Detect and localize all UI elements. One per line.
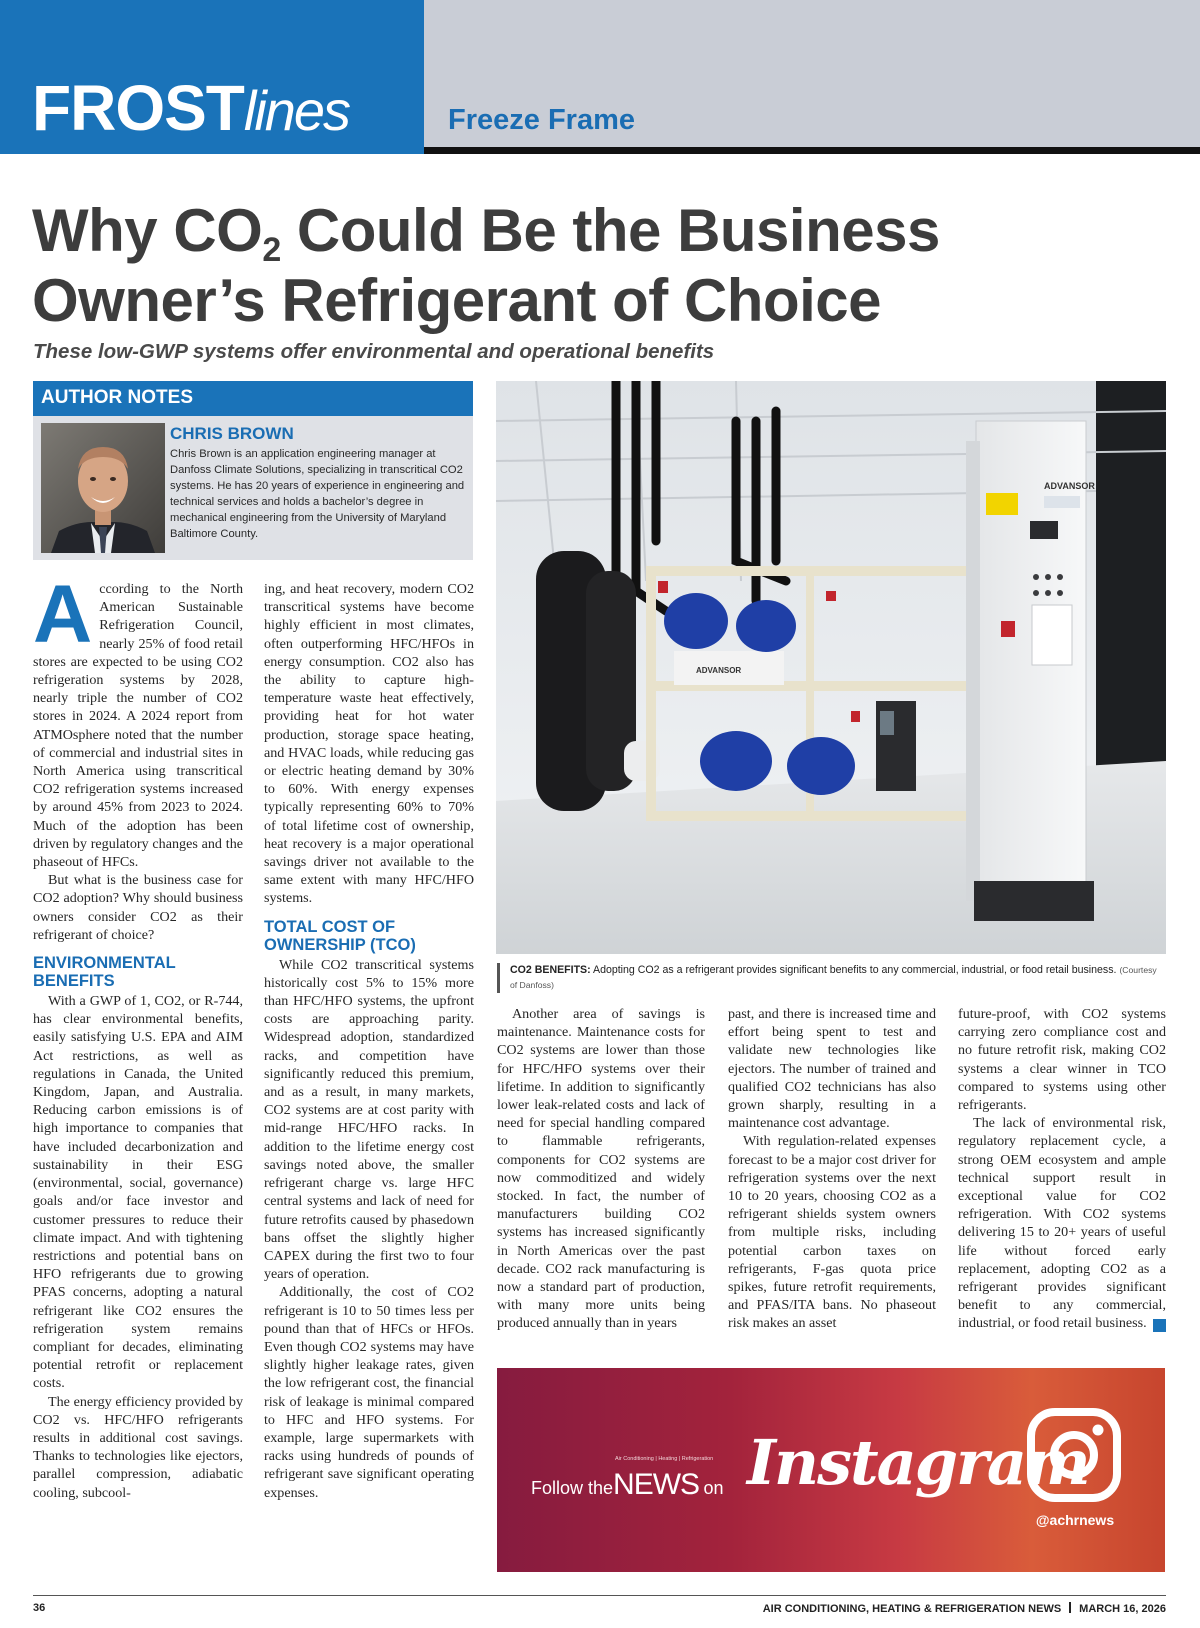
article-column-4 [728, 1005, 936, 1333]
cabinet-brand-label: ADVANSOR [1044, 481, 1095, 491]
footer-publication: AIR CONDITIONING, HEATING & REFRIGERATION NEWS MARCH 16, 2026 [762, 1603, 1166, 1615]
instagram-handle[interactable]: @achrnews [1035, 1512, 1115, 1528]
subscript-2: 2 [262, 231, 281, 269]
article-paragraph: But what is the business case for CO2 adoption? Why should business owners consider CO2 as their refrigerant of choice? [33, 872, 243, 943]
article-column-1 [33, 569, 243, 1502]
author-notes-box [33, 381, 473, 560]
article-paragraph: The lack of environmental risk, regulatory replacement cycle, a strong OEM ecosystem and ample technical support result in exceptional value for CO2 refrigeration. With CO2 systems delivering 15 to 20+ years of useful life without forced early replacement, adopting CO2 as a refrigerant provides significant benefit to any commercial, industrial, or food retail business. N [958, 1115, 1175, 1332]
author-headshot [41, 423, 165, 553]
article-paragraph: Additionally, the cost of CO2 refrigerant is 10 to 50 times less per pound than that of HFCs or HFOs. Even though CO2 systems may have slightly higher leakage rates, given the low refrigerant cost, the financial risk of leakage is minimal compared to HFC and HFO systems. For example, large supermarkets with racks using hundreds of pounds of refrigerant save significant operating expenses. [264, 1284, 474, 1501]
logo-light: lines [243, 79, 350, 142]
issue-date: MARCH 16, 2026 [1079, 1603, 1166, 1615]
subheadline: These low-GWP systems offer environmental and operational benefits [33, 340, 715, 363]
instagram-ad[interactable] [497, 1368, 1165, 1572]
ad-tagline: Air Conditioning | Heating | Refrigeration [615, 1456, 714, 1462]
photo-credit: (Courtesy of Danfoss) [510, 965, 1157, 990]
subhead-environmental-benefits: ENVIRONMENTAL BENEFITS [33, 954, 176, 991]
article-paragraph: past, and there is increased time and effort being spent to test and validate new technologies like ejectors. The number of trained and qualified CO2 technicians has also grown sharply, resulting in a maintenance cost advantage. [728, 1006, 936, 1132]
section-title: Freeze Frame [448, 104, 635, 136]
page-number: 36 [33, 1602, 46, 1614]
article-column-3 [497, 1005, 705, 1333]
headline: Why $CO_2$ Could Be the Business Owner’s Refrigerant of Choice [32, 197, 940, 334]
article-paragraph: future-proof, with CO2 systems carrying zero compliance cost and no future retrofit risk, making CO2 systems a clear winner in TCO compared to systems using other refrigerants. [958, 1006, 1166, 1114]
author-bio: Chris Brown is an application engineering manager at Danfoss Climate Solutions, specializing in transcritical CO2 systems. He has 20 years of experience in engineering and technical services and holds a bachelor’s degree in mechanical engineering from the University of Maryland Baltimore County. [170, 448, 465, 541]
subhead-total-cost-of-ownership: TOTAL COST OF OWNERSHIP (TCO) [264, 917, 416, 954]
co2-rack-photo [496, 381, 1166, 954]
article-column-2 [264, 580, 474, 1502]
article-paragraph: ing, and heat recovery, modern CO2 transcritical systems have become highly efficient in most climates, often outperforming HFC/HFOs in energy consumption. CO2 also has the ability to capture high-temperature waste heat effectively, providing heat for hot water production, storage space heating, and HVAC loads, while reducing gas or electric heating demand by 30% to 60%. With energy expenses typically representing 60% to 70% of total lifetime cost of ownership, heat recovery is a major operational savings driver not available to the same extent with many HFC/HFO systems. [264, 581, 474, 907]
article-column-5 [958, 1005, 1175, 1333]
news-wordmark: NEWS [613, 1468, 700, 1501]
article-paragraph: With a GWP of 1, CO2, or R-744, has clear environmental benefits, easily satisfying U.S. EPA and AIM Act restrictions, as well as regulations in Canada, the United Kingdom, Japan, and Australia. Reducing carbon emissions is of high importance to companies that have included decarbonization and sustainability in their ESG (environmental, social, governance) goals and/or face investor and customer pressures to reduce their climate impact. And with tightening restrictions and potential bans on HFO refrigerants due to growing PFAS concerns, adopting a natural refrigerant like CO2 ensures the refrigeration system remains compliant for decades, eliminating potential retrofit or replacement costs. [33, 993, 243, 1392]
footer-separator [1069, 1602, 1071, 1613]
instagram-wordmark: Instagram [747, 1426, 1089, 1499]
ad-follow-text: Follow theNEWS on [531, 1468, 724, 1501]
article-paragraph: With regulation-related expenses forecast to be a major cost driver for refrigeration systems over the next 10 to 20 years, choosing CO2 as a refrigerant shields system owners from multiple risks, including potential carbon taxes on refrigerants, F-gas quota price spikes, future retrofit requirements, and PFAS/ITA bans. No phaseout risk makes an asset [728, 1133, 936, 1332]
author-notes-title: AUTHOR NOTES [33, 381, 473, 416]
footer-rule [33, 1595, 1166, 1596]
author-name: CHRIS BROWN [170, 424, 294, 443]
article-paragraph: While CO2 transcritical systems historically cost 5% to 15% more than HFC/HFO systems, the upfront costs are approaching parity. Widespread adoption, standardized racks, and competition have significantly reduced this premium, and as a result, in many markets, CO2 systems are at cost parity with mid-range HFC/HFO racks. In addition to the lifetime energy cost savings noted above, the smaller refrigerant charge vs. large HFC central systems and lack of need for future retrofits caused by phasedown bans offset the slightly higher CAPEX during the first two to four years of operation. [264, 956, 474, 1283]
caption-text: Adopting CO2 as a refrigerant provides significant benefits to any commercial, industrial, or food retail business. [590, 964, 1117, 976]
article-paragraph: According to the North American Sustainable Refrigeration Council, nearly 25% of food retail stores are expected to be using CO2 refrigeration systems by 2028, nearly triple the number of CO2 stores in 2024. A 2024 report from ATMOsphere noted that the number of commercial and industrial sites in North America using transcritical CO2 refrigeration systems increased by around 45% from 2023 to 2024. Much of the adoption has been driven by regulatory changes and the phaseout of HFCs. [33, 569, 243, 871]
article-paragraph: Another area of savings is maintenance. Maintenance costs for CO2 systems are lower than those for HFC/HFO systems over their lifetime. In addition to significantly lower leak-related costs and lack of need for special handling compared to flammable refrigerants, components for CO2 systems are now commoditized and widely stocked. In fact, the number of manufacturers building CO2 systems has increased significantly in North Americas over the past decade. CO2 rack manufacturing is now a standard part of production, with many more units being produced annually than in years [497, 1006, 705, 1332]
drop-cap: A [33, 569, 93, 660]
department-logo [32, 72, 350, 144]
article-paragraph: The energy efficiency provided by CO2 vs. HFC/HFO refrigerants results in additional cost savings. Thanks to technologies like ejectors, parallel compression, adiabatic cooling, subcool- [33, 1393, 243, 1501]
logo-bold: FROST [32, 72, 244, 144]
end-mark-icon: N [1153, 1319, 1166, 1332]
instagram-logo-icon[interactable] [1027, 1408, 1121, 1502]
caption-label: CO2 BENEFITS: [510, 964, 591, 976]
photo-caption [497, 963, 1157, 993]
header-rule [424, 147, 1200, 154]
rack-brand-label: ADVANSOR [696, 666, 742, 675]
